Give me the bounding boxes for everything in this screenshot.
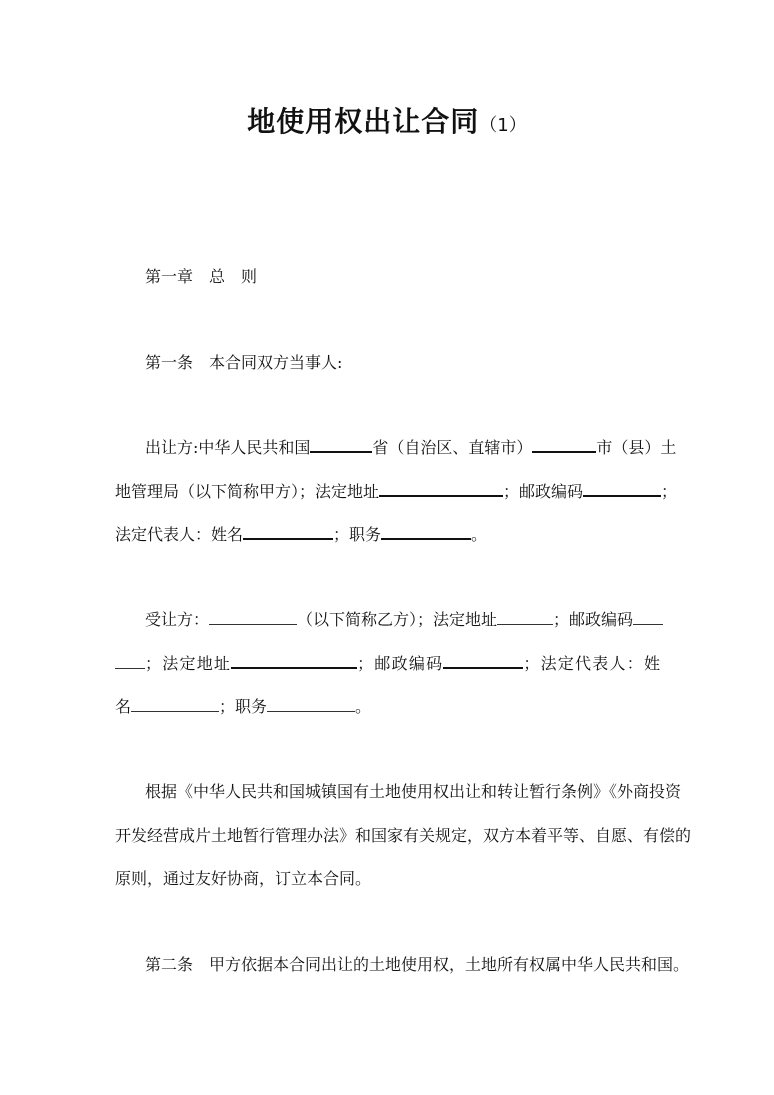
grantee-rep-name-blank[interactable] [131,697,219,712]
grantor-text: ；职务 [333,525,382,544]
grantee-postcode-blank[interactable] [633,610,663,625]
grantor-postcode-blank[interactable] [583,481,661,497]
grantor-text: 省（自治区、直辖市） [372,438,533,457]
chapter-heading: 第一章 总 则 [145,267,258,286]
grantee-line-2 [115,653,660,675]
grantee-name-blank[interactable] [209,610,297,625]
grantee-text: ；职务 [219,697,268,716]
grantor-text: 法定代表人：姓名 [115,525,244,544]
grantor-rep-name-blank[interactable] [243,524,333,540]
grantee-rep-position-blank[interactable] [267,697,355,712]
basis-line-2: 开发经营成片土地暂行管理办法》和国家有关规定，双方本着平等、自愿、有偿的 [115,826,692,845]
grantor-address-blank[interactable] [379,481,503,497]
grantor-text: 市（县）土 [596,438,677,457]
grantee-text: （以下简称乙方）；法定地址 [297,610,498,629]
grantor-rep-position-blank[interactable] [381,524,471,540]
basis-line-3: 原则，通过友好协商，订立本合同。 [115,869,372,888]
grantee-text: ；法定代表人：姓 [523,654,660,673]
grantor-text: 。 [471,525,488,544]
grantor-text: ； [661,482,678,501]
grantor-line-2 [115,481,678,503]
article-2: 第二条 甲方依据本合同出让的土地使用权，土地所有权属中华人民共和国。 [145,955,690,974]
grantee-postcode-blank-2[interactable] [443,653,523,669]
grantee-text: ；邮政编码 [357,654,444,673]
grantee-line-3 [115,696,660,718]
grantee-text: ；法定地址 [145,654,232,673]
grantee-line-1 [145,609,660,631]
city-blank[interactable] [532,437,596,453]
grantor-line-1 [145,437,677,459]
grantor-text: ；邮政编码 [503,482,584,501]
grantee-text: ；邮政编码 [553,610,634,629]
grantee-address-blank-2[interactable] [231,653,357,669]
title-suffix: （1） [479,115,527,136]
grantee-text: 名 [115,697,132,716]
grantee-text: 受让方： [145,610,210,629]
article-1-heading: 第一条 本合同双方当事人: [145,353,343,372]
grantor-line-3 [115,524,660,546]
province-blank[interactable] [310,437,372,453]
grantor-text: 地管理局（以下简称甲方）；法定地址 [115,482,380,501]
title-main: 地使用权出让合同 [247,105,480,138]
document-title [0,104,774,144]
basis-line-1: 根据《中华人民共和国城镇国有土地使用权出让和转让暂行条例》《外商投资 [145,782,682,801]
grantee-text: 。 [355,697,372,716]
grantor-text: 出让方:中华人民共和国 [145,438,311,457]
grantee-address-blank[interactable] [497,610,553,625]
grantee-postcode-blank-cont[interactable] [115,654,145,669]
